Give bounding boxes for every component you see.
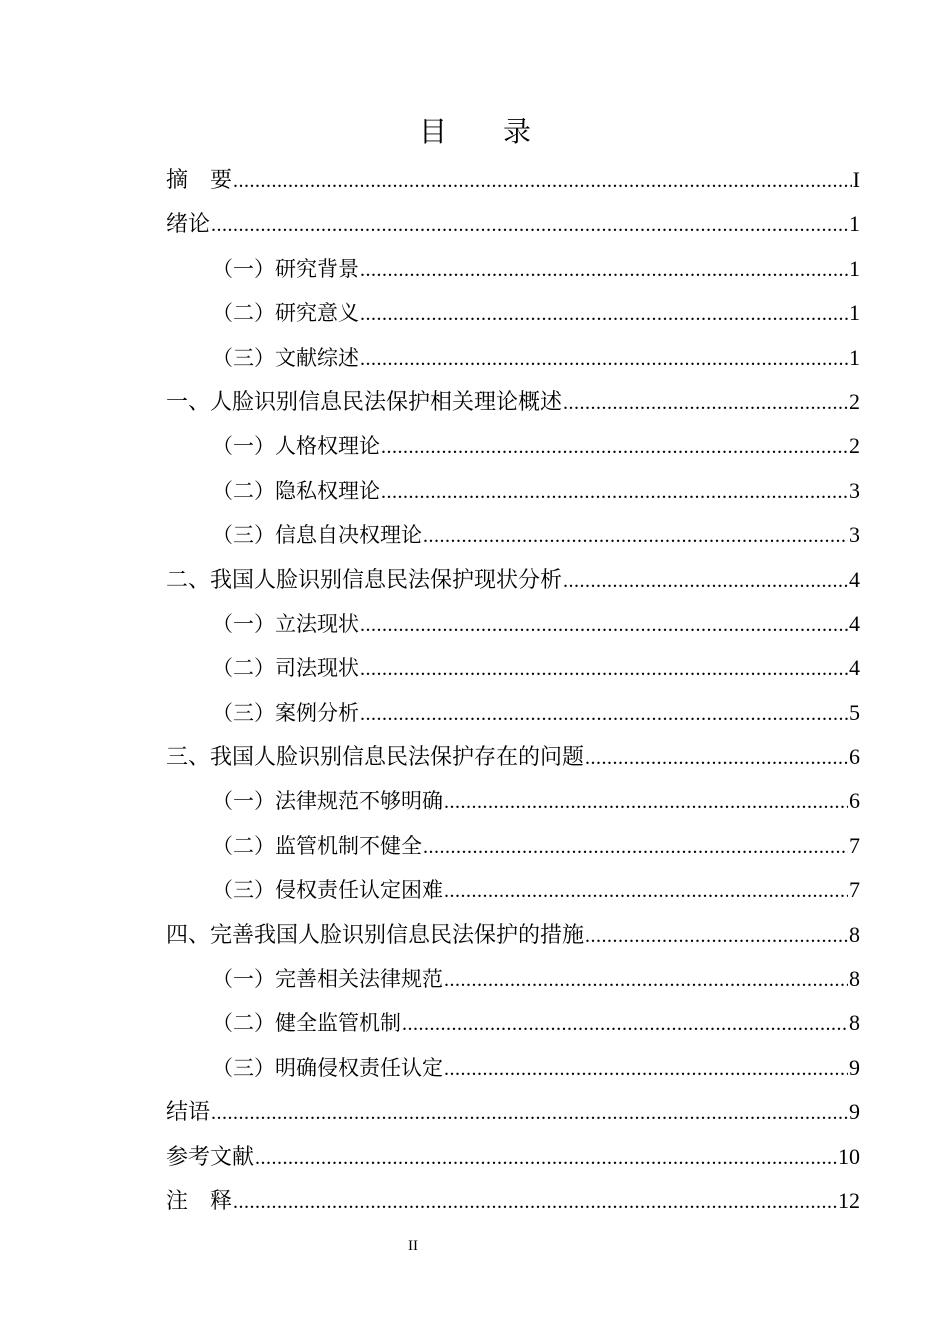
toc-entry[interactable]: [166, 1090, 860, 1134]
toc-entry-page-number: 2: [849, 433, 860, 459]
dot-leader: [360, 692, 848, 736]
toc-entry[interactable]: [166, 380, 860, 424]
dot-leader: [402, 1002, 848, 1046]
toc-entry-page-number: 7: [849, 832, 860, 858]
toc-entry[interactable]: [166, 779, 860, 823]
toc-entry[interactable]: [166, 868, 860, 912]
toc-entry-page-number: 7: [849, 877, 860, 903]
toc-entry-label: 结语: [166, 1100, 211, 1126]
toc-entry[interactable]: [166, 913, 860, 957]
toc-entry-page-number: 10: [838, 1143, 860, 1169]
dot-leader: [233, 1180, 837, 1224]
toc-entry-page-number: 1: [849, 300, 860, 326]
dot-leader: [423, 514, 848, 558]
toc-entry[interactable]: [166, 735, 860, 779]
toc-entry-page-number: 8: [849, 966, 860, 992]
toc-entry-page-number: 8: [849, 1010, 860, 1036]
dot-leader: [444, 869, 848, 913]
dot-leader: [444, 1047, 848, 1091]
toc-entry-label: 一、人脸识别信息民法保护相关理论概述: [166, 389, 563, 415]
toc-entry-page-number: 3: [849, 522, 860, 548]
toc-entry[interactable]: [166, 691, 860, 735]
toc-entry-page-number: 1: [849, 255, 860, 281]
toc-entry-label: 摘 要: [166, 168, 233, 193]
toc-entry-label: （一）完善相关法律规范: [212, 967, 443, 992]
dot-leader: [360, 248, 848, 292]
toc-entry-page-number: 9: [849, 1099, 860, 1125]
toc-entry[interactable]: [166, 602, 860, 646]
toc-entry[interactable]: [166, 1179, 860, 1223]
toc-entry-page-number: 3: [849, 477, 860, 503]
toc-entry-label: （三）侵权责任认定困难: [212, 878, 443, 903]
toc-entry-label: （一）人格权理论: [212, 434, 380, 459]
toc-entry[interactable]: [166, 646, 860, 690]
toc-entry-label: （一）研究背景: [212, 256, 359, 281]
toc-entry-page-number: 1: [849, 211, 860, 237]
dot-leader: [563, 559, 848, 603]
dot-leader: [585, 736, 848, 780]
toc-entry-label: 注 释: [166, 1188, 233, 1214]
toc-entry-label: 三、我国人脸识别信息民法保护存在的问题: [166, 745, 585, 771]
toc-entry[interactable]: [166, 291, 860, 335]
toc-entry-page-number: 8: [849, 921, 860, 947]
toc-entry-label: （二）司法现状: [212, 656, 359, 681]
toc-entry-label: （二）隐私权理论: [212, 478, 380, 503]
toc-entry-page-number: 4: [849, 610, 860, 636]
toc-entry-page-number: 4: [849, 566, 860, 592]
toc-entry[interactable]: [166, 336, 860, 380]
toc-entry-page-number: 9: [849, 1054, 860, 1080]
dot-leader: [360, 647, 848, 691]
toc-entry-label: 绪论: [166, 212, 211, 238]
toc-entry-label: （三）信息自决权理论: [212, 523, 422, 548]
toc-entry-page-number: 6: [849, 788, 860, 814]
toc-entry[interactable]: [166, 957, 860, 1001]
dot-leader: [444, 958, 848, 1002]
toc-entry-label: 参考文献: [166, 1144, 255, 1170]
toc-entry-label: （一）法律规范不够明确: [212, 789, 443, 814]
dot-leader: [255, 1136, 837, 1180]
toc-entry-label: （二）健全监管机制: [212, 1011, 401, 1036]
toc-entry-page-number: 12: [838, 1187, 860, 1213]
toc-entry[interactable]: [166, 1046, 860, 1090]
toc-entry[interactable]: [166, 558, 860, 602]
dot-leader: [381, 425, 848, 469]
toc-entry[interactable]: [166, 202, 860, 246]
toc-entry-page-number: 1: [849, 344, 860, 370]
toc-entry[interactable]: [166, 1001, 860, 1045]
dot-leader: [360, 337, 848, 381]
toc-entry[interactable]: [166, 247, 860, 291]
title-char-1: 目: [418, 115, 447, 148]
dot-leader: [563, 381, 848, 425]
toc-entry-page-number: I: [852, 167, 860, 192]
toc-entry-label: （二）研究意义: [212, 301, 359, 326]
dot-leader: [360, 292, 848, 336]
toc-entry[interactable]: [166, 469, 860, 513]
toc-entry[interactable]: [166, 1135, 860, 1179]
table-of-contents: [166, 158, 860, 1223]
dot-leader: [585, 914, 848, 958]
toc-entry[interactable]: [166, 824, 860, 868]
toc-entry-page-number: 2: [849, 388, 860, 414]
toc-entry-page-number: 4: [849, 655, 860, 681]
dot-leader: [211, 203, 848, 247]
dot-leader: [360, 603, 848, 647]
toc-entry-label: （三）明确侵权责任认定: [212, 1055, 443, 1080]
toc-entry[interactable]: [166, 424, 860, 468]
page-title: [0, 112, 950, 152]
toc-entry[interactable]: [166, 158, 860, 202]
toc-entry-label: （一）立法现状: [212, 611, 359, 636]
toc-entry-page-number: 6: [849, 744, 860, 770]
title-char-2: 录: [503, 115, 532, 148]
dot-leader: [444, 780, 848, 824]
dot-leader: [233, 159, 852, 203]
toc-entry-label: 四、完善我国人脸识别信息民法保护的措施: [166, 922, 585, 948]
dot-leader: [423, 825, 848, 869]
toc-entry-page-number: 5: [849, 699, 860, 725]
dot-leader: [381, 470, 848, 514]
toc-entry[interactable]: [166, 513, 860, 557]
dot-leader: [211, 1091, 848, 1135]
page-number-footer: II: [408, 1238, 418, 1254]
toc-entry-label: （二）监管机制不健全: [212, 833, 422, 858]
toc-entry-label: （三）文献综述: [212, 345, 359, 370]
toc-entry-label: （三）案例分析: [212, 700, 359, 725]
toc-entry-label: 二、我国人脸识别信息民法保护现状分析: [166, 567, 563, 593]
